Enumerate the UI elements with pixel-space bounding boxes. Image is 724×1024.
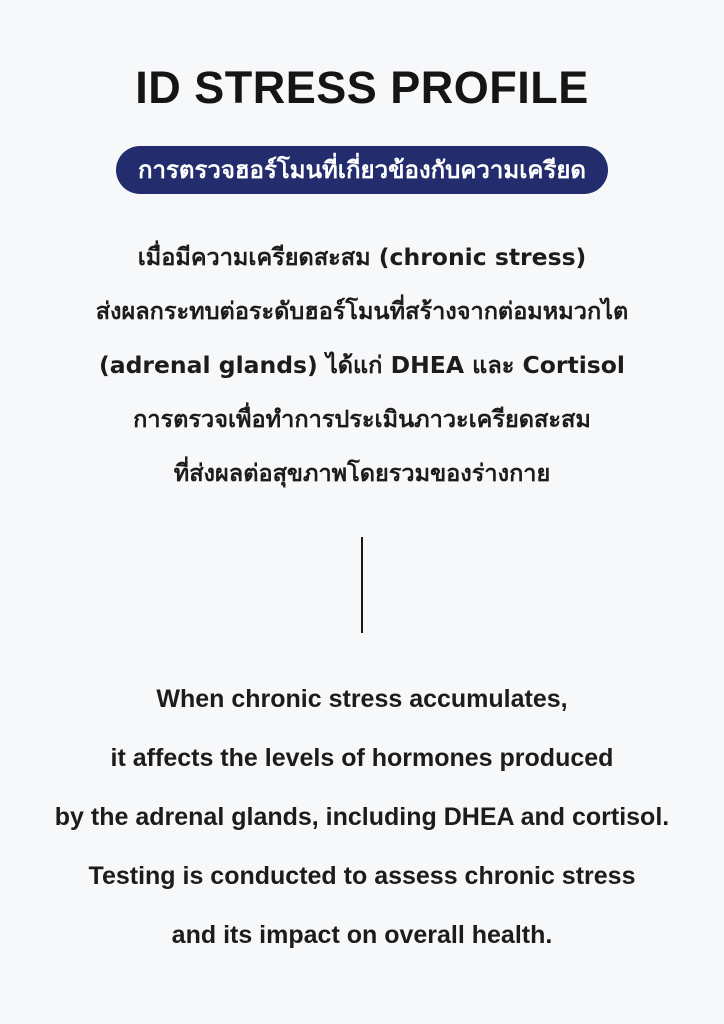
- thai-description-line: การตรวจเพื่อทำการประเมินภาวะเครียดสะสม: [133, 405, 591, 433]
- subtitle-pill-container: [0, 146, 724, 194]
- subtitle-pill: การตรวจฮอร์โมนที่เกี่ยวข้องกับความเครียด: [116, 146, 608, 194]
- vertical-divider: [361, 537, 363, 633]
- english-description-line: by the adrenal glands, including DHEA and cortisol.: [54, 803, 670, 831]
- thai-description: [20, 230, 704, 500]
- page-title: ID STRESS PROFILE: [135, 62, 589, 113]
- thai-description-line: เมื่อมีความเครียดสะสม (chronic stress): [137, 243, 587, 271]
- english-description-line: When chronic stress accumulates,: [156, 685, 568, 713]
- thai-description-line: ที่ส่งผลต่อสุขภาพโดยรวมของร่างกาย: [173, 459, 551, 487]
- thai-description-line: ส่งผลกระทบต่อระดับฮอร์โมนที่สร้างจากต่อมหมวกไต: [95, 297, 629, 325]
- english-description-line: and its impact on overall health.: [171, 921, 553, 949]
- english-description-line: Testing is conducted to assess chronic stress: [88, 862, 636, 890]
- english-description: [20, 670, 704, 965]
- english-description-line: it affects the levels of hormones produced: [110, 744, 614, 772]
- thai-description-line: (adrenal glands) ได้แก่ DHEA และ Cortisol: [98, 351, 625, 379]
